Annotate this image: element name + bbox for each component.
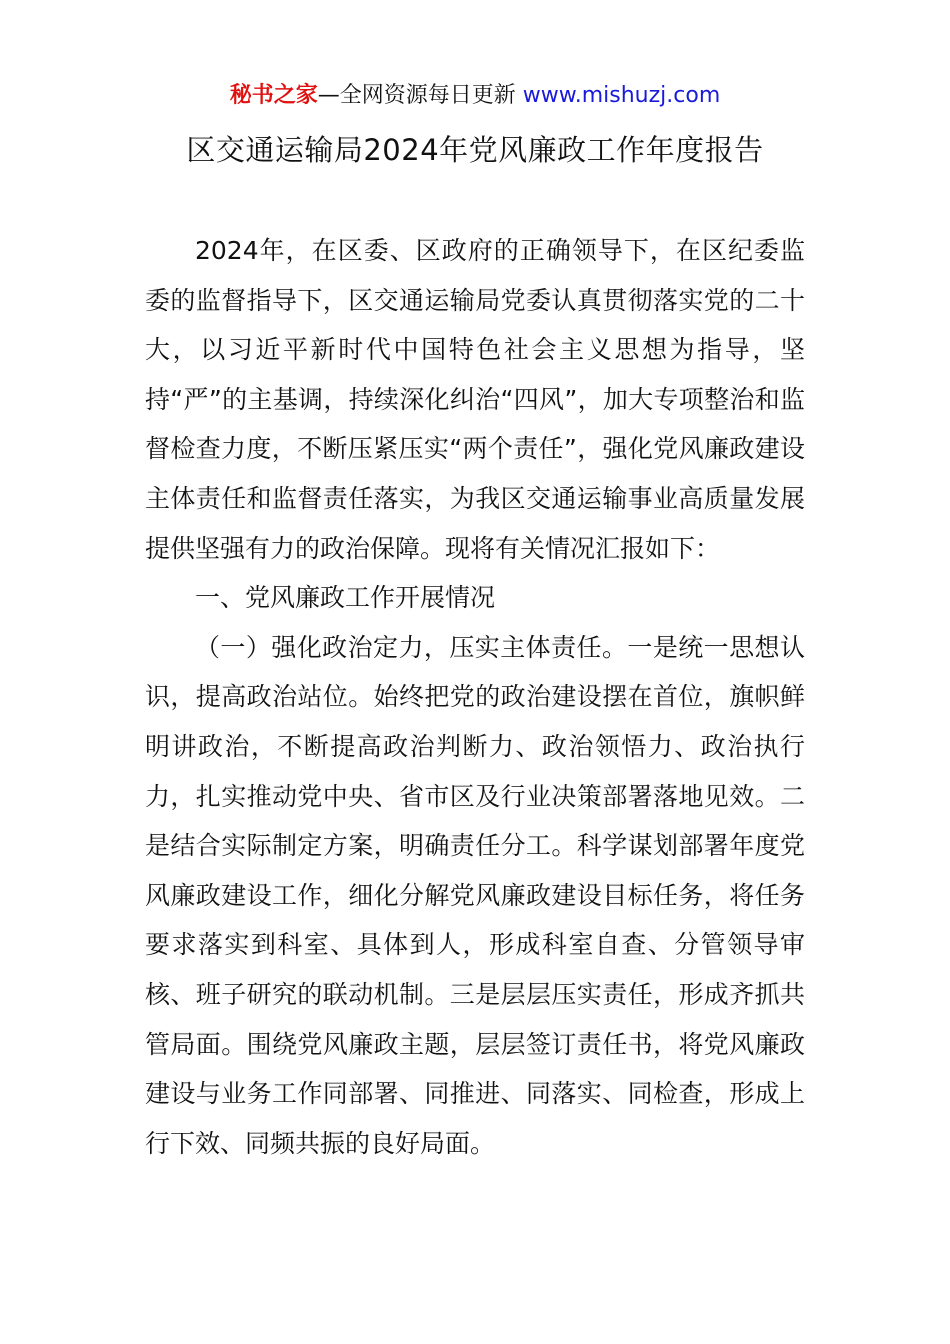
document-title: 区交通运输局2024年党风廉政工作年度报告 — [186, 133, 764, 167]
site-url-link[interactable]: www.mishuzj.com — [522, 83, 721, 108]
brand-name: 秘书之家 — [229, 83, 318, 108]
subsection-paragraph: （一）强化政治定力，压实主体责任。一是统一思想认识，提高政治站位。始终把党的政治建设摆在首位，旗帜鲜明讲政治，不断提高政治判断力、政治领悟力、政治执行力，扎实推动党中央、省市区及行业决策部署落地见效。二是结合实际制定方案，明确责任分工。科学谋划部署年度党风廉政建设工作，细化分解党风廉政建设目标任务，将任务要求落实到科室、具体到人，形成科室自查、分管领导审核、班子研究的联动机制。三是层层压实责任，形成齐抓共管局面。围绕党风廉政主题，层层签订责任书，将党风廉政建设与业务工作同部署、同推进、同落实、同检查，形成上行下效、同频共振的良好局面。 — [145, 632, 805, 1158]
section-heading: 一、党风廉政工作开展情况 — [195, 583, 496, 613]
intro-paragraph: 2024年，在区委、区政府的正确领导下，在区纪委监委的监督指导下，区交通运输局党委认真贯彻落实党的二十大，以习近平新时代中国特色社会主义思想为指导，坚持“严”的主基调，持续深化纠治“四风”，加大专项整治和监督检查力度，不断压紧压实“两个责任”，强化党风廉政建设主体责任和监督责任落实，为我区交通运输事业高质量发展提供坚强有力的政治保障。现将有关情况汇报如下： — [145, 236, 805, 563]
document-body — [145, 226, 805, 1168]
header-tagline: —全网资源每日更新 — [317, 83, 523, 108]
site-header — [0, 80, 950, 112]
